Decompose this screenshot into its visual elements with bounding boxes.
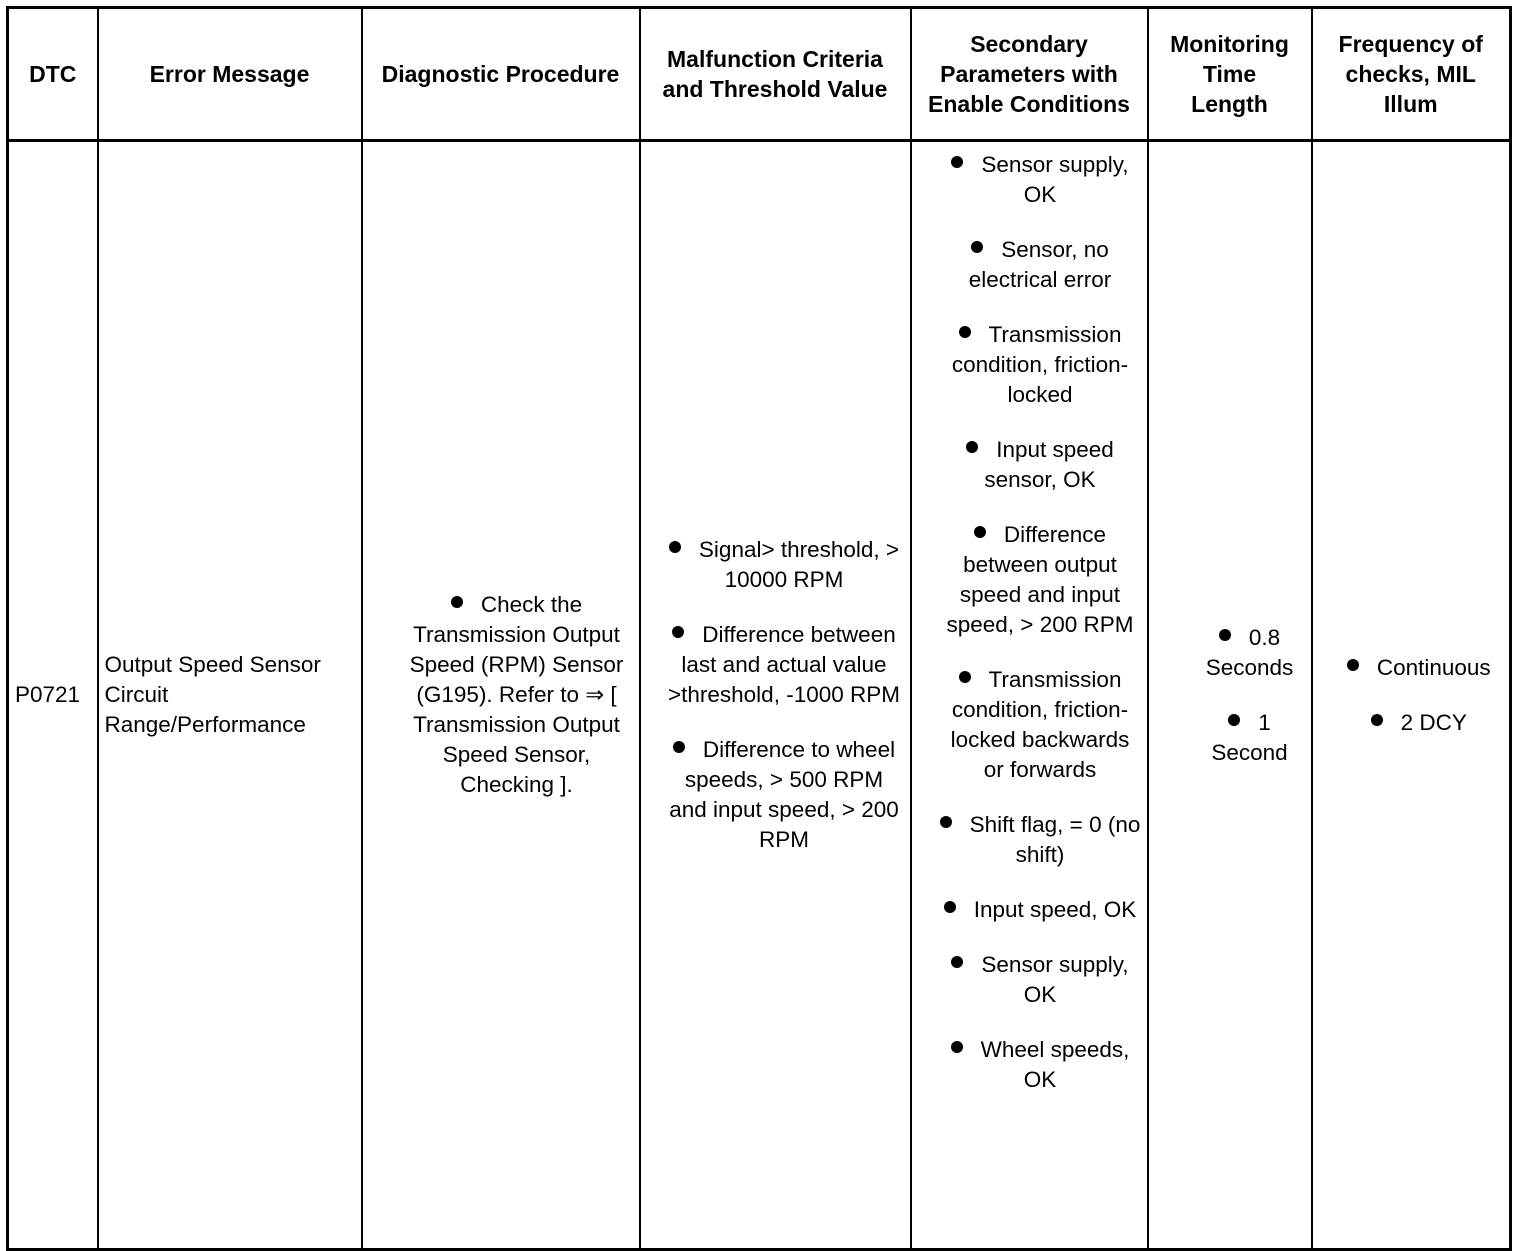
list-item-text: Transmission condition, friction-locked [951,322,1129,407]
bullet-icon [1347,659,1359,671]
list-item-text: Sensor, no electrical error [968,237,1112,292]
list-item-text: Transmission condition, friction-locked backwards or forwards [950,667,1130,782]
bullet-icon [959,671,971,683]
monitoring-time-list [1197,623,1303,768]
list-item [665,735,904,855]
bullet-icon [971,241,983,253]
list-item-text: Difference to wheel speeds, > 500 RPM and input speed, > 200 RPM [669,737,899,852]
list-item [665,620,904,710]
bullet-icon [451,596,463,608]
list-item-text: Wheel speeds, OK [980,1037,1130,1092]
cell-dtc: P0721 [8,141,98,1250]
list-item-text: Difference between last and actual value >threshold, -1000 RPM [668,622,900,707]
cell-monitoring-time [1148,141,1312,1250]
list-item-text: Sensor supply, OK [981,952,1129,1007]
cell-malfunction-criteria [640,141,911,1250]
bullet-icon [673,741,685,753]
list-item [940,1035,1141,1095]
list-item-text: Shift flag, = 0 (no shift) [969,812,1141,867]
cell-error-message: Output Speed Sensor Circuit Range/Performance [98,141,362,1250]
list-item [1335,653,1504,683]
bullet-icon [951,1041,963,1053]
cell-secondary-parameters [911,141,1148,1250]
list-item-text: Input speed sensor, OK [984,437,1114,492]
list-item [940,320,1141,410]
bullet-icon [672,626,684,638]
cell-diagnostic-procedure [362,141,640,1250]
frequency-list [1335,653,1504,738]
bullet-icon [669,541,681,553]
header-frequency: Frequency of checks, MIL Illum [1312,8,1511,141]
header-monitoring-time: Monitoring Time Length [1148,8,1312,141]
list-item [940,810,1141,870]
list-item [665,535,904,595]
bullet-icon [966,441,978,453]
list-item [940,235,1141,295]
list-item [940,950,1141,1010]
list-item [1335,708,1504,738]
header-error-message: Error Message [98,8,362,141]
list-item-text: 0.8 Seconds [1205,624,1294,680]
list-item [940,435,1141,495]
list-item [940,520,1141,640]
header-dtc: DTC [8,8,98,141]
bullet-icon [944,901,956,913]
link-transmission-output-speed-sensor[interactable]: Check the Transmission Output Speed (RPM) Sensor (G195). Refer to ⇒ [ Transmission Output Speed Sensor, Checking ]. [409,592,624,797]
list-item [1197,708,1303,768]
bullet-icon [959,326,971,338]
malfunction-criteria-list [665,535,904,855]
bullet-icon [1371,714,1383,726]
bullet-icon [1219,629,1231,641]
list-item-text: Signal> threshold, > 10000 RPM [698,537,900,592]
list-item [940,150,1141,210]
list-item-text: Difference between output speed and input speed, > 200 RPM [946,522,1134,637]
secondary-parameters-list [940,150,1141,1095]
cell-frequency [1312,141,1511,1250]
bullet-icon [951,156,963,168]
bullet-icon [951,956,963,968]
list-item-text: 2 DCY [1400,709,1467,735]
bullet-icon [974,526,986,538]
list-item [940,895,1141,925]
list-item-text: Sensor supply, OK [981,152,1129,207]
header-row [8,8,1511,141]
table-row [8,141,1511,1250]
list-item-text: Continuous [1376,654,1491,680]
list-item [940,665,1141,785]
bullet-icon [1228,714,1240,726]
list-item [1197,623,1303,683]
header-secondary-parameters: Secondary Parameters with Enable Conditions [911,8,1148,141]
header-malfunction-criteria: Malfunction Criteria and Threshold Value [640,8,911,141]
bullet-icon [940,816,952,828]
list-item-text: 1 Second [1211,709,1288,765]
list-item-text: Input speed, OK [973,897,1137,922]
dtc-table [6,6,1512,1251]
header-diagnostic-procedure: Diagnostic Procedure [362,8,640,141]
